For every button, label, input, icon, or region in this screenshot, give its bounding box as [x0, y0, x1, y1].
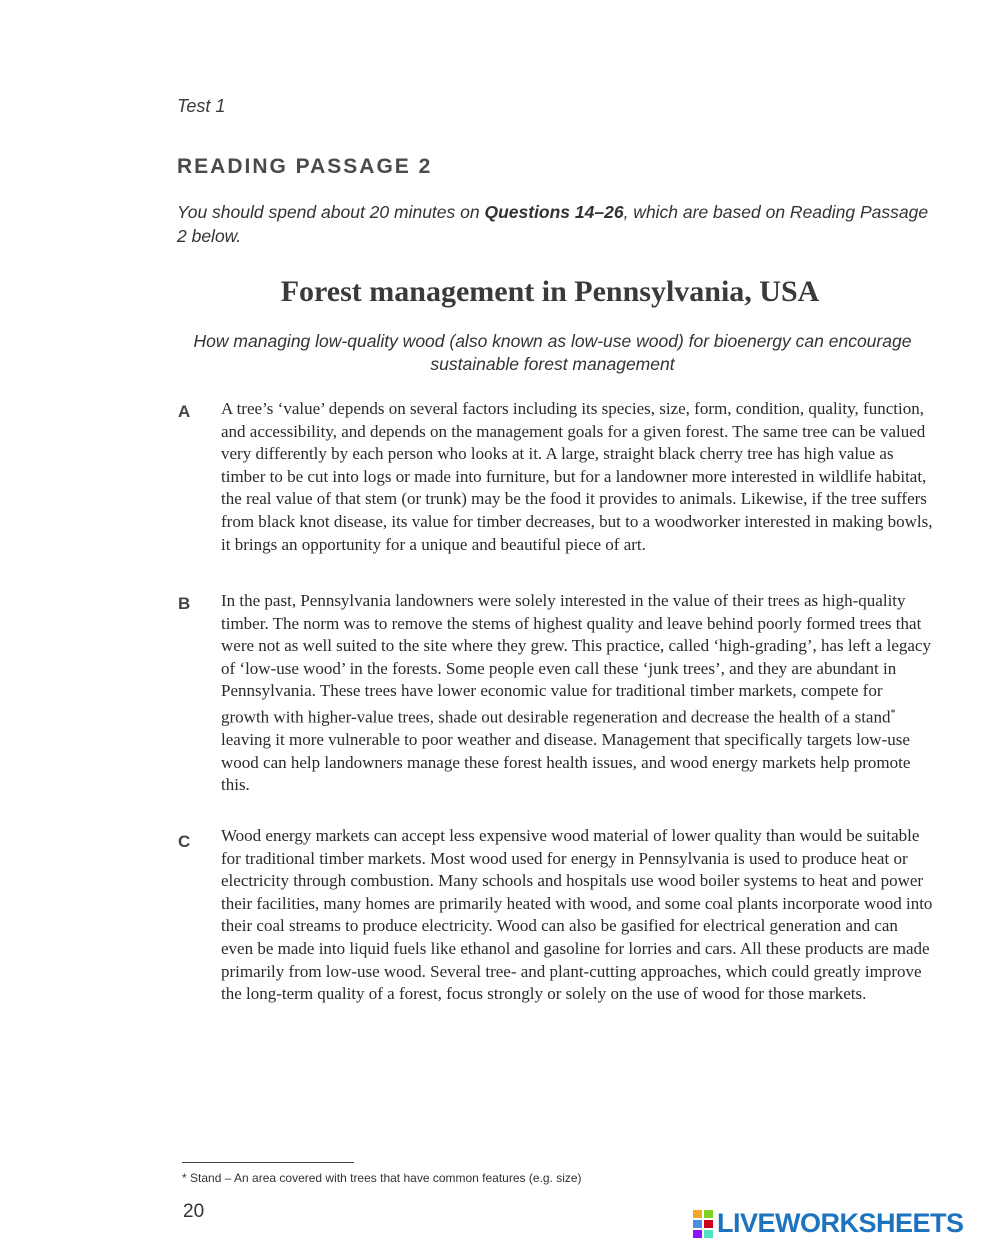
footnote: * Stand – An area covered with trees that have common features (e.g. size): [182, 1171, 582, 1185]
footnote-divider: [182, 1162, 354, 1163]
instructions-questions: Questions 14–26: [484, 202, 624, 222]
paragraph-a: A tree’s ‘value’ depends on several factors including its species, size, form, condition, quality, function, and accessibility, and depends on the management goals for a given forest. The same tree can be valued very differently by each person who looks at it. A large, straight black cherry tree has high value as timber to be cut into logs or made into furniture, but for a landowner more interested in wildlife habitat, the real value of that stem (or trunk) may be the food it provides to animals. Likewise, if the tree suffers from black knot disease, its value for timber decreases, but to a woodworker interested in making bowls, it brings an opportunity for a unique and beautiful piece of art.: [221, 399, 933, 554]
paragraph-c: Wood energy markets can accept less expensive wood material of lower quality than would be suitable for traditional timber markets. Most wood used for energy in Pennsylvania is used to produce heat or electricity through combustion. Many schools and hospitals use wood boiler systems to heat and power their facilities, many homes are primarily heated with wood, and some coal plants incorporate wood into their coal streams to produce electricity. Wood can also be gasified for electrical generation and can even be made into liquid fuels like ethanol and gasoline for lorries and cars. All these products are made primarily from low-use wood. Several tree- and plant-cutting approaches, which could greatly improve the long-term quality of a forest, focus strongly or solely on the use of wood for those markets.: [221, 826, 933, 1004]
page-number: 20: [183, 1201, 205, 1222]
paragraph-letter-c: C: [178, 832, 191, 851]
paragraph-b-text-after: leaving it more vulnerable to poor weather and disease. Management that specifically targets low-use wood can help landowners manage these forest health issues, and wood energy markets help promote this.: [221, 730, 911, 795]
instructions: [177, 200, 937, 248]
logo-square: [692, 1209, 703, 1219]
article-title: Forest management in Pennsylvania, USA: [280, 275, 820, 308]
paragraph-letter-a: A: [178, 402, 191, 421]
article-subtitle: How managing low-quality wood (also known as low-use wood) for bioenergy can encourage sustainable forest management: [193, 331, 912, 374]
test-label: Test 1: [177, 96, 226, 116]
logo-square: [692, 1219, 703, 1229]
passage-heading: READING PASSAGE 2: [177, 155, 433, 178]
brand-name: LIVEWORKSHEETS: [717, 1208, 964, 1238]
paragraph-letter-b: B: [178, 594, 191, 613]
logo-square: [703, 1219, 714, 1229]
logo-square: [703, 1209, 714, 1219]
footnote-marker: *: [890, 707, 896, 719]
paragraph-b-text-before: In the past, Pennsylvania landowners were solely interested in the value of their trees as high-quality timber. The norm was to remove the stems of highest quality and leave behind poorly formed trees that were not as well suited to the site where they grew. This practice, called ‘high-grading’, has left a legacy of ‘low-use wood’ in the forests. Some people even call these ‘junk trees’, and they are abundant in Pennsylvania. These trees have lower economic value for traditional timber markets, compete for growth with higher-value trees, shade out desirable regeneration and decrease the health of a stand: [221, 591, 931, 727]
logo-square: [703, 1229, 714, 1239]
instructions-pre: You should spend about 20 minutes on: [177, 202, 485, 222]
liveworksheets-logo-icon: [692, 1209, 714, 1239]
brand-watermark[interactable]: [692, 1208, 964, 1239]
instructions-post: , which are based on Reading Passage 2 below.: [177, 202, 929, 246]
paragraph-b: [221, 590, 933, 797]
logo-square: [692, 1229, 703, 1239]
